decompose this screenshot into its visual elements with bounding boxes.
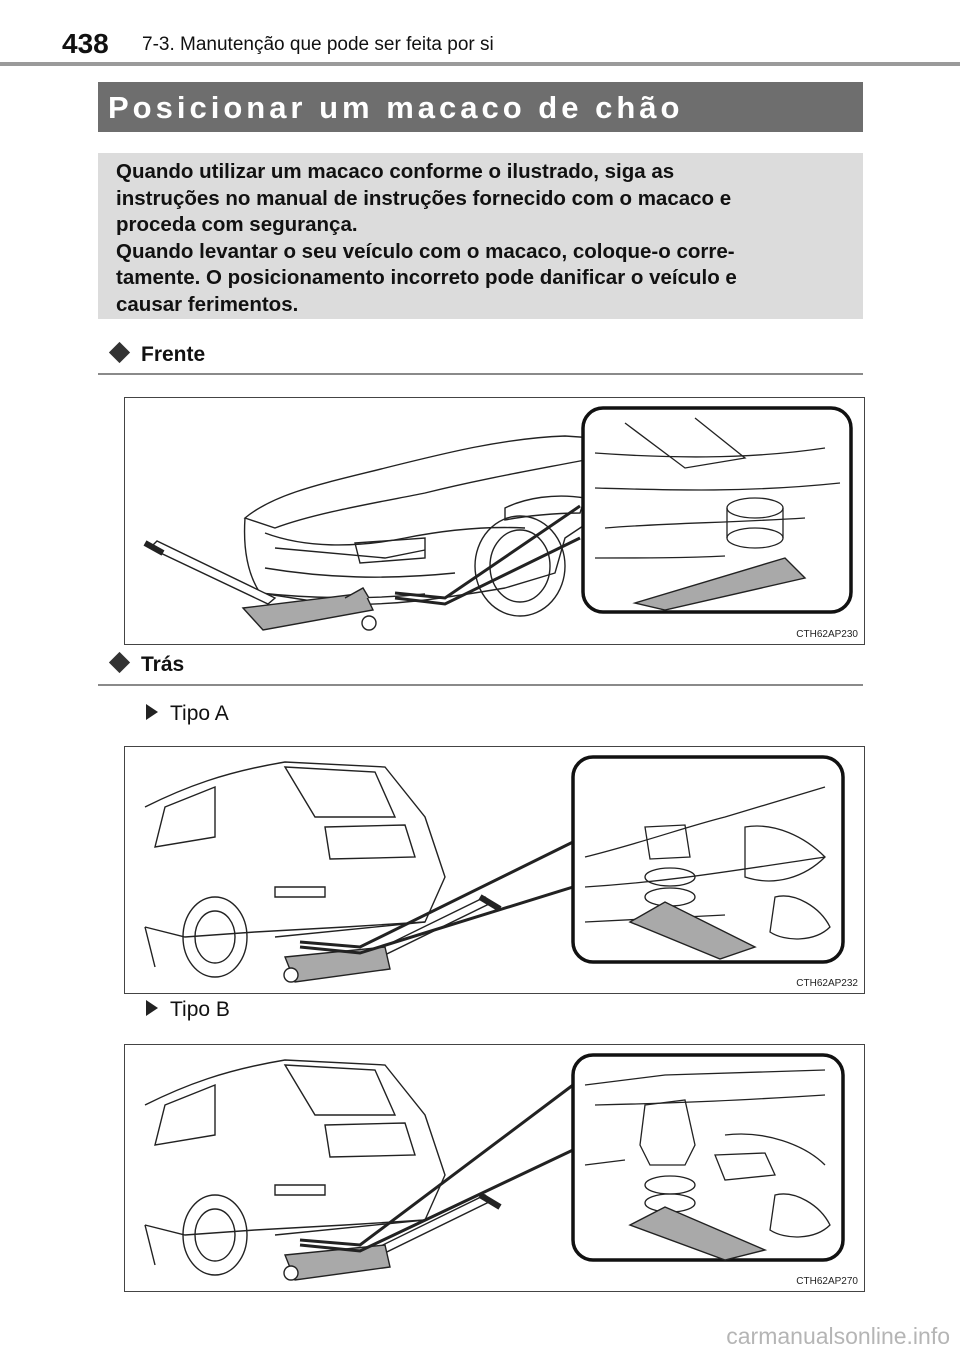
rear-type-b-illustration [125,1045,864,1291]
header-divider [0,62,960,66]
rear-type-a-illustration [125,747,864,993]
caution-line: proceda com segurança. [116,213,358,236]
floor-jack [284,897,500,982]
chapter-title: 7-3. Manutenção que pode ser feita por si [142,34,494,55]
caution-line: causar ferimentos. [116,292,299,316]
figure-code-front: CTH62AP230 [796,629,858,640]
figure-code-type-a: CTH62AP232 [796,978,858,989]
heading-rear-label: Trás [141,653,185,676]
heading-rear [112,653,184,677]
section-title: Posicionar um macaco de chão [108,90,684,125]
caution-text [116,159,849,318]
caution-note [98,153,863,319]
floor-jack [284,1195,500,1280]
caution-line: Quando levantar o seu veículo com o macaco, coloque-o corre- [116,239,735,263]
front-divider [98,373,863,375]
subheading-type-a [146,702,229,726]
figure-code-type-b: CTH62AP270 [796,1276,858,1287]
figure-front [124,397,865,645]
watermark[interactable]: carmanualsonline.info [726,1323,950,1349]
front-jack-illustration [125,398,864,644]
type-b-label: Tipo B [170,998,230,1021]
section-title-bar [98,82,863,132]
figure-rear-type-a [124,746,865,994]
heading-front-label: Frente [141,343,206,366]
diamond-bullet-icon [109,342,130,363]
diamond-bullet-icon [109,652,130,673]
subheading-type-b [146,998,230,1022]
page-number: 438 [62,28,109,59]
figure-rear-type-b [124,1044,865,1292]
triangle-bullet-icon [146,704,158,720]
caution-line: tamente. O posicionamento incorreto pode danificar o veículo e [116,266,737,289]
triangle-bullet-icon [146,1000,158,1016]
heading-front [112,343,205,367]
type-a-label: Tipo A [170,702,229,725]
caution-line: instruções no manual de instruções fornecido com o macaco e [116,186,732,210]
caution-line: Quando utilizar um macaco conforme o ilustrado, siga as [116,160,675,183]
rear-divider [98,684,863,686]
